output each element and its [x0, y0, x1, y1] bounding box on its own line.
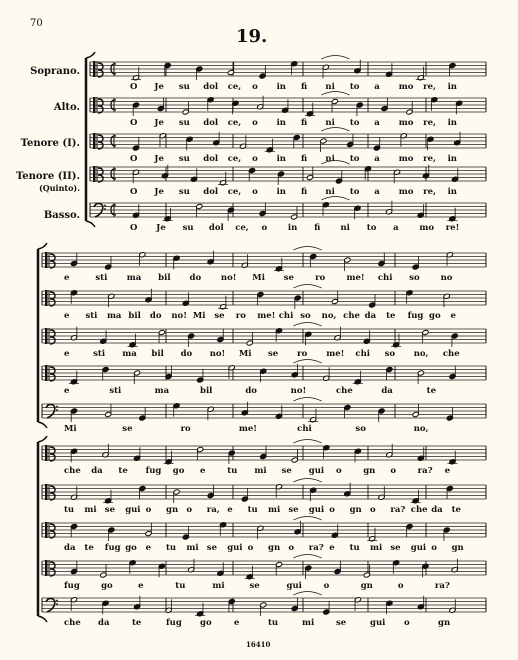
slur [294, 285, 322, 289]
lyric-syllable: da [364, 311, 377, 321]
c-clef-icon [49, 522, 50, 538]
lyric-syllable: dol [203, 82, 219, 92]
lyric-syllable: da [91, 466, 103, 476]
lyric-syllable: gui [370, 618, 386, 628]
lyric-syllable: in [287, 223, 298, 233]
slur [294, 323, 322, 327]
lyric-syllable: ni [325, 187, 335, 197]
lyric-syllable: che [336, 386, 353, 396]
c-clef-icon [45, 445, 48, 461]
lyric-syllable: o [431, 543, 437, 553]
lyric-syllable: go [200, 618, 212, 628]
lyric-syllable: no, [321, 311, 337, 321]
lyric-syllable: te [386, 311, 396, 321]
voice-label-alto: Alto. [53, 102, 80, 113]
lyric-syllable: do [149, 311, 162, 321]
lyric-syllable: sti [109, 386, 122, 396]
slur [294, 398, 322, 402]
lyric-syllable: no, [413, 349, 429, 359]
lyric-syllable: ni [325, 118, 335, 128]
lyric-syllable: se [214, 311, 225, 321]
c-clef-icon [50, 486, 55, 500]
lyric-syllable: o [252, 187, 258, 197]
lyric-syllable: in [276, 187, 286, 197]
lyric-syllable: ro [180, 424, 191, 434]
lyric-syllable: che [410, 505, 428, 515]
lyric-syllable: Je [154, 187, 164, 197]
lyric-syllable: tu [247, 505, 258, 515]
lyric-syllable: ce, [235, 223, 249, 233]
lyric-syllable: e [64, 273, 70, 283]
lyric-syllable: in [276, 82, 286, 92]
c-clef-icon [45, 522, 48, 538]
lyric-syllable: te [451, 505, 461, 515]
lyric-syllable: fi [314, 223, 321, 233]
lyric-syllable: bil [158, 273, 171, 283]
lyric-syllable: mo [398, 154, 414, 164]
lyric-syllable: in [447, 187, 457, 197]
lyric-syllable: dol [208, 223, 224, 233]
c-clef-icon [49, 365, 50, 381]
c-clef-icon [97, 133, 98, 149]
lyric-syllable: gui [227, 543, 243, 553]
lyric-syllable: e [450, 311, 456, 321]
slur [321, 197, 349, 201]
f-clef-icon [104, 205, 106, 207]
lyric-syllable: a [374, 118, 380, 128]
lyric-syllable: ce, [227, 187, 242, 197]
lyric-syllable: e [64, 311, 70, 321]
lyric-syllable: re! [445, 223, 460, 233]
lyric-syllable: ra? [390, 505, 406, 515]
lyric-syllable: ro [297, 349, 308, 359]
bracket-hook [86, 52, 95, 58]
lyric-syllable: se [122, 424, 133, 434]
f-clef-icon [56, 600, 58, 602]
lyric-syllable: chi [377, 273, 393, 283]
lyric-syllable: chi [297, 424, 312, 434]
c-clef-icon [98, 99, 103, 113]
c-clef-icon [50, 292, 55, 306]
bracket-hook [38, 243, 47, 249]
lyric-syllable: ro [235, 311, 246, 321]
slur [294, 440, 322, 444]
lyric-syllable: fug [145, 466, 162, 476]
lyric-syllable: me! [346, 273, 365, 283]
lyric-syllable: me! [257, 311, 276, 321]
lyric-syllable: su [182, 223, 194, 233]
lyric-syllable: to [349, 187, 360, 197]
c-clef-icon [45, 484, 48, 500]
lyric-syllable: sti [93, 349, 106, 359]
lyric-syllable: no! [290, 386, 307, 396]
lyric-syllable: tu [227, 466, 238, 476]
lyric-syllable: ni [325, 82, 335, 92]
slur [294, 555, 322, 559]
lyric-syllable: mi [254, 466, 267, 476]
f-clef-icon [104, 208, 106, 210]
lyric-syllable: tu [349, 543, 360, 553]
lyric-syllable: to [349, 118, 360, 128]
lyric-syllable: mo [419, 223, 435, 233]
lyric-syllable: re, [423, 118, 436, 128]
lyric-syllable: Mi [192, 311, 206, 321]
lyric-syllable: to [349, 154, 360, 164]
slur [294, 247, 322, 251]
lyric-syllable: gn [166, 505, 179, 515]
lyric-syllable: da [64, 543, 76, 553]
lyric-syllable: o [288, 543, 295, 553]
lyric-syllable: Je [154, 118, 164, 128]
lyric-syllable: che [442, 349, 460, 359]
lyric-syllable: che [343, 311, 360, 321]
lyric-syllable: fug [104, 543, 121, 553]
plate-number: 16410 [246, 640, 271, 649]
lyric-syllable: Mi [238, 349, 252, 359]
lyric-syllable: o [186, 505, 193, 515]
c-clef-icon [45, 290, 48, 306]
lyric-syllable: se [249, 581, 260, 591]
bracket-hook [38, 422, 47, 428]
lyric-syllable: su [178, 82, 190, 92]
slur [294, 517, 322, 521]
lyric-syllable: o [390, 466, 397, 476]
lyric-syllable: e [227, 505, 233, 515]
lyric-syllable: fi [301, 154, 308, 164]
c-clef-icon [50, 524, 55, 538]
lyric-syllable: o [323, 581, 330, 591]
c-clef-icon [98, 135, 103, 149]
lyric-syllable: Mi [64, 424, 77, 434]
c-clef-icon [97, 166, 98, 182]
lyric-syllable: chi [278, 311, 294, 321]
c-clef-icon [49, 560, 50, 576]
lyric-syllable: su [178, 154, 190, 164]
lyric-syllable: te [132, 618, 142, 628]
lyric-syllable: O [130, 118, 138, 128]
bracket-hook [38, 436, 47, 442]
lyric-syllable: che [64, 618, 81, 628]
lyric-syllable: mo [398, 82, 414, 92]
lyric-syllable: so [355, 424, 366, 434]
c-clef-icon [97, 61, 98, 77]
lyric-syllable: fi [301, 187, 308, 197]
lyric-syllable: e [138, 581, 144, 591]
lyric-syllable: ma [154, 386, 170, 396]
slur [321, 92, 349, 96]
lyric-syllable: e [64, 386, 70, 396]
lyric-syllable: e [329, 543, 335, 553]
lyric-syllable: gui [410, 543, 427, 553]
lyric-syllable: Je [156, 223, 166, 233]
voice-label-tenore-1: Tenore (I). [20, 138, 80, 149]
lyric-syllable: gn [349, 505, 362, 515]
voice-label-soprano: Soprano. [30, 66, 80, 77]
lyric-syllable: sti [85, 311, 98, 321]
lyric-syllable: se [336, 618, 347, 628]
lyric-syllable: mo [398, 118, 414, 128]
lyric-syllable: gui [308, 466, 325, 476]
c-clef-icon [45, 365, 48, 381]
c-clef-icon [50, 367, 55, 381]
lyric-syllable: Je [154, 82, 164, 92]
lyric-syllable: me! [238, 424, 257, 434]
slur [294, 360, 322, 364]
lyric-syllable: Mi [252, 273, 265, 283]
c-clef-icon [93, 61, 96, 77]
lyric-syllable: mi [186, 543, 199, 553]
lyric-syllable: te [426, 386, 436, 396]
slur [294, 479, 322, 483]
lyric-syllable: in [447, 118, 457, 128]
lyric-syllable: e [64, 349, 70, 359]
lyric-syllable: tu [64, 505, 75, 515]
lyric-syllable: gui [286, 581, 302, 591]
lyric-syllable: o [370, 505, 376, 515]
lyric-syllable: ra? [308, 543, 324, 553]
lyric-syllable: mi [84, 505, 97, 515]
lyric-syllable: gn [268, 543, 281, 553]
lyric-syllable: gui [308, 505, 325, 515]
lyric-syllable: gn [360, 581, 373, 591]
c-clef-icon [49, 252, 50, 268]
lyric-syllable: do [189, 273, 202, 283]
c-clef-icon [45, 328, 48, 344]
lyric-syllable: fi [301, 118, 308, 128]
lyric-syllable: se [288, 505, 299, 515]
lyric-syllable: no [440, 273, 453, 283]
f-clef-icon [56, 409, 58, 411]
lyric-syllable: go [429, 311, 441, 321]
lyric-syllable: fi [301, 82, 308, 92]
lyric-syllable: e [234, 618, 240, 628]
voice-sublabel-quinto: (Quinto). [38, 183, 80, 193]
lyric-syllable: in [447, 82, 457, 92]
lyric-syllable: e [145, 543, 152, 553]
lyric-syllable: so [384, 349, 396, 359]
lyric-syllable: se [281, 466, 292, 476]
lyric-syllable: no! [209, 349, 226, 359]
lyric-syllable: gui [125, 505, 141, 515]
lyric-syllable: re, [423, 82, 436, 92]
lyric-syllable: mi [302, 618, 315, 628]
lyric-syllable: se [104, 505, 115, 515]
slur [321, 56, 349, 60]
lyric-syllable: gn [363, 466, 376, 476]
c-clef-icon [49, 290, 50, 306]
lyric-syllable: o [247, 543, 254, 553]
c-clef-icon [97, 97, 98, 113]
lyric-syllable: go [172, 466, 185, 476]
c-clef-icon [49, 445, 50, 461]
lyric-syllable: o [329, 505, 335, 515]
lyric-syllable: ra? [434, 581, 450, 591]
lyric-syllable: re, [423, 154, 436, 164]
lyric-syllable: no! [171, 311, 187, 321]
lyric-syllable: mo [398, 187, 414, 197]
lyric-syllable: dol [203, 187, 219, 197]
lyric-syllable: o [261, 223, 268, 233]
f-clef-icon [56, 603, 58, 605]
lyric-syllable: o [145, 505, 152, 515]
lyric-syllable: o [404, 618, 410, 628]
lyric-syllable: so [300, 311, 311, 321]
lyric-syllable: o [397, 581, 404, 591]
lyric-syllable: tu [175, 581, 186, 591]
c-clef-icon [93, 97, 96, 113]
lyric-syllable: e [200, 466, 206, 476]
lyric-syllable: do [180, 349, 193, 359]
lyric-syllable: se [283, 273, 294, 283]
lyric-syllable: ma [126, 273, 142, 283]
lyric-syllable: a [374, 154, 380, 164]
lyric-syllable: in [276, 118, 286, 128]
lyric-syllable: bil [128, 311, 141, 321]
c-clef-icon [93, 166, 96, 182]
lyric-syllable: da [98, 618, 110, 628]
c-clef-icon [50, 254, 55, 268]
lyric-syllable: te [118, 466, 128, 476]
lyric-syllable: o [252, 118, 258, 128]
lyric-syllable: a [374, 82, 380, 92]
c-clef-icon [49, 328, 50, 344]
lyric-syllable: so [409, 273, 420, 283]
lyric-syllable: te [84, 543, 94, 553]
slur [321, 128, 349, 132]
lyric-syllable: ma [122, 349, 137, 359]
lyric-syllable: O [130, 82, 138, 92]
lyric-syllable: to [349, 82, 360, 92]
lyric-syllable: o [336, 466, 342, 476]
lyric-syllable: me! [326, 349, 345, 359]
c-clef-icon [45, 560, 48, 576]
c-clef-icon [49, 484, 50, 500]
slur [294, 592, 322, 596]
lyric-syllable: do [245, 386, 257, 396]
lyric-syllable: ni [340, 223, 350, 233]
c-clef-icon [50, 330, 55, 344]
lyric-syllable: no, [413, 424, 429, 434]
lyric-syllable: to [366, 223, 377, 233]
bracket-hook [86, 221, 95, 227]
lyric-syllable: o [252, 154, 258, 164]
lyric-syllable: fug [407, 311, 424, 321]
voice-label-tenore-2: Tenore (II). [15, 171, 80, 182]
lyric-syllable: e [444, 466, 451, 476]
lyric-syllable: no! [220, 273, 237, 283]
lyric-syllable: bil [151, 349, 164, 359]
lyric-syllable: fug [64, 581, 80, 591]
lyric-syllable: ra? [417, 466, 433, 476]
lyric-syllable: a [393, 223, 399, 233]
lyric-syllable: ma [106, 311, 122, 321]
lyric-syllable: chi [355, 349, 371, 359]
lyric-syllable: mi [370, 543, 383, 553]
lyric-syllable: go [125, 543, 137, 553]
lyric-syllable: tu [166, 543, 177, 553]
c-clef-icon [45, 252, 48, 268]
c-clef-icon [98, 168, 103, 182]
lyric-syllable: ra, [206, 505, 220, 515]
lyric-syllable: su [178, 118, 190, 128]
bracket-hook [38, 616, 47, 622]
lyric-syllable: mi [212, 581, 225, 591]
lyric-syllable: gn [451, 543, 464, 553]
lyric-syllable: se [268, 349, 279, 359]
lyric-syllable: re, [423, 187, 436, 197]
lyric-syllable: dol [203, 154, 219, 164]
lyric-syllable: ce, [227, 82, 242, 92]
lyric-syllable: Je [154, 154, 164, 164]
voice-label-basso: Basso. [43, 210, 80, 221]
lyric-syllable: ni [325, 154, 335, 164]
lyric-syllable: se [206, 543, 217, 553]
lyric-syllable: O [130, 187, 138, 197]
c-clef-icon [93, 133, 96, 149]
lyric-syllable: dol [203, 118, 219, 128]
lyric-syllable: ce, [227, 154, 242, 164]
f-clef-icon [56, 406, 58, 408]
lyric-syllable: in [276, 154, 286, 164]
c-clef-icon [98, 63, 103, 77]
lyric-syllable: su [178, 187, 190, 197]
lyric-syllable: ro [315, 273, 326, 283]
c-clef-icon [50, 562, 55, 576]
page-number: 70 [30, 18, 43, 29]
lyric-syllable: da [431, 505, 443, 515]
lyric-syllable: o [252, 82, 258, 92]
lyric-syllable: go [101, 581, 113, 591]
lyric-syllable: che [64, 466, 81, 476]
lyric-syllable: gn [438, 618, 451, 628]
lyric-syllable: a [374, 187, 380, 197]
lyric-syllable: in [447, 154, 457, 164]
lyric-syllable: mi [268, 505, 281, 515]
lyric-syllable: se [390, 543, 401, 553]
lyric-syllable: tu [268, 618, 279, 628]
lyric-syllable: bil [200, 386, 213, 396]
lyric-syllable: sti [95, 273, 108, 283]
c-clef-icon [50, 447, 55, 461]
piece-number: 19. [236, 26, 268, 47]
lyric-syllable: fug [166, 618, 182, 628]
lyric-syllable: O [130, 154, 138, 164]
lyric-syllable: O [130, 223, 138, 233]
lyric-syllable: ce, [227, 118, 242, 128]
lyric-syllable: da [381, 386, 393, 396]
